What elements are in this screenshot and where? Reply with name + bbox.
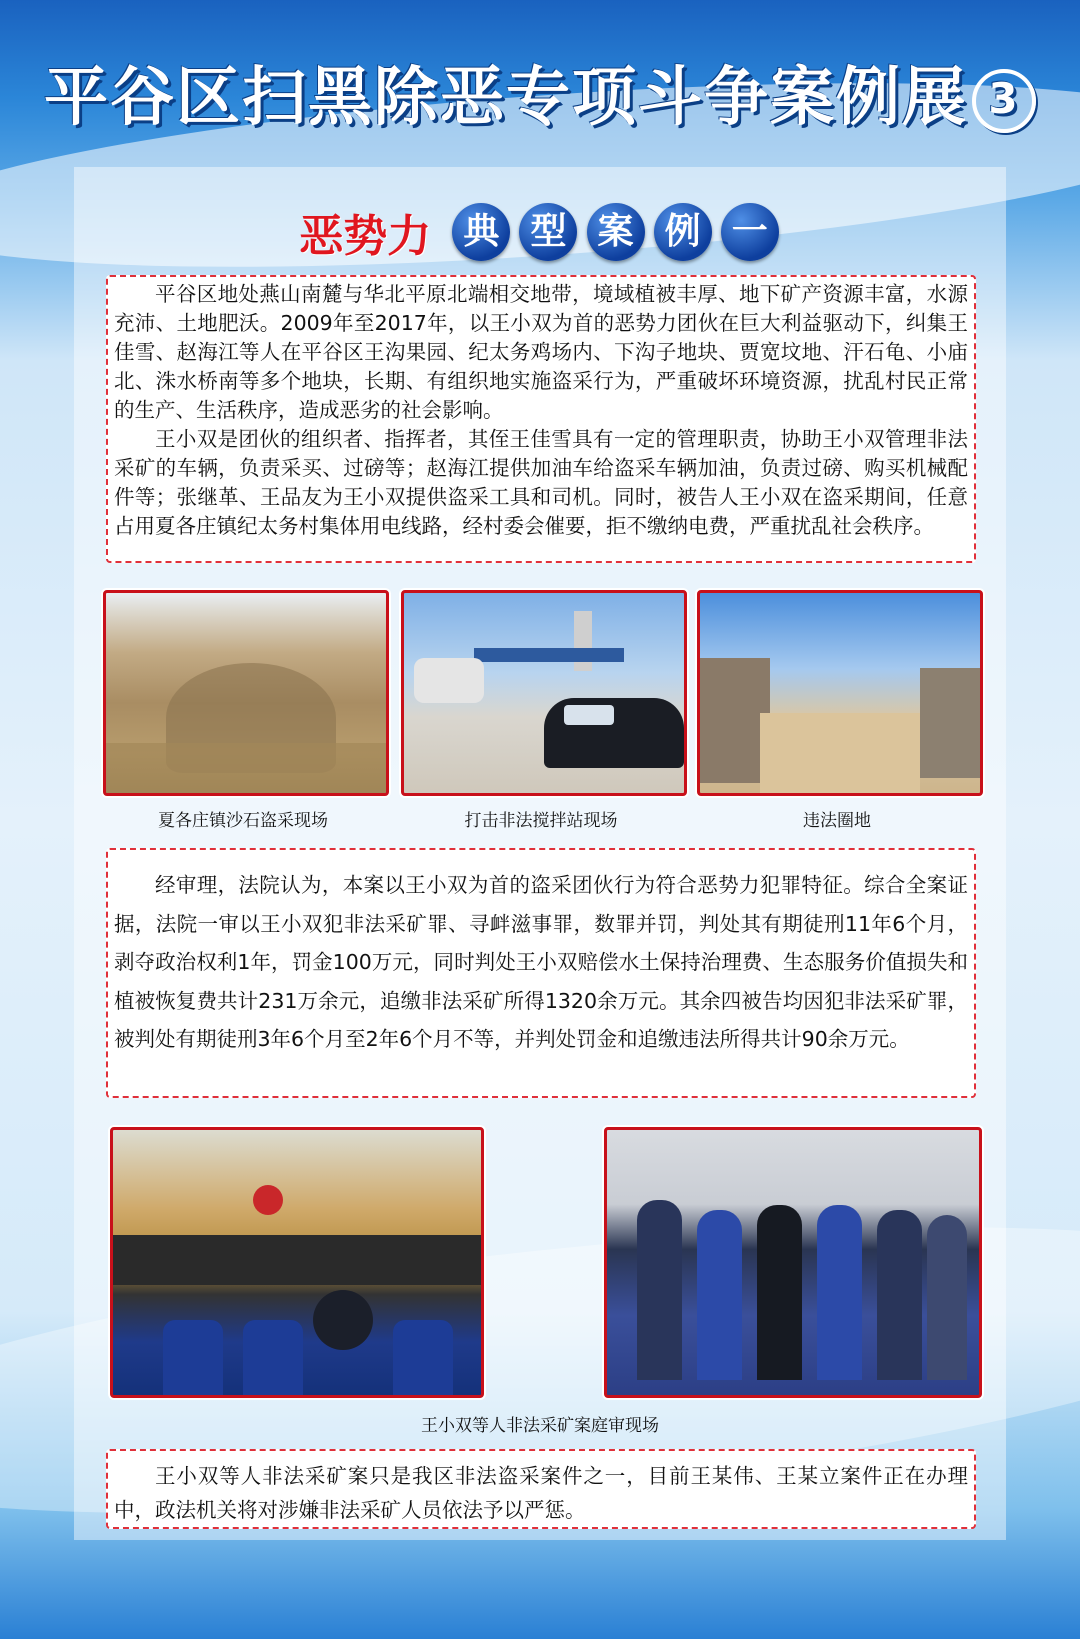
paragraph: 经审理，法院认为，本案以王小双为首的盗采团伙行为符合恶势力犯罪特征。综合全案证据，法院一审以王小双犯非法采矿罪、寻衅滋事罪，数罪并罚，判处其有期徒刑11年6个月，剥夺政治权利1年，罚金100万元，同时判处王小双赔偿水土保持治理费、生态服务价值损失和植被恢复费共计231万余元，追缴非法采矿所得1320余万元。其余四被告均因犯非法采矿罪，被判处有期徒刑3年6个月至2年6个月不等，并判处罚金和追缴违法所得共计90余万元。 [114,873,968,1051]
page-title [0,46,1080,138]
case-description-box [106,275,976,563]
courtroom-photo [110,1127,484,1398]
court-ruling-box [106,848,976,1098]
section-heading [0,200,1080,264]
trial-defendants-photo [604,1127,982,1398]
heading-ball: 例 [654,203,712,261]
paragraph: 王小双等人非法采矿案只是我区非法盗采案件之一，目前王某伟、王某立案件正在办理中，政法机关将对涉嫌非法采矿人员依法予以严惩。 [114,1464,968,1522]
photo-caption: 打击非法搅拌站现场 [464,811,618,831]
photo-caption: 违法圈地 [803,811,871,831]
page-title-text: 平谷区扫黑除恶专项斗争案例展 [44,61,968,135]
photo-caption: 夏各庄镇沙石盗采现场 [158,811,328,831]
quarry-photo [103,590,389,796]
heading-ball: 一 [721,203,779,261]
heading-ball: 型 [519,203,577,261]
paragraph: 平谷区地处燕山南麓与华北平原北端相交地带，境域植被丰厚、地下矿产资源丰富，水源充沛、土地肥沃。2009年至2017年，以王小双为首的恶势力团伙在巨大利益驱动下，纠集王佳雪、赵海江等人在平谷区王沟果园、纪太务鸡场内、下沟子地块、贾宽坟地、汗石龟、小庙北、洙水桥南等多个地块，长期、有组织地实施盗采行为，严重破坏环境资源，扰乱村民正常的生产、生活秩序，造成恶劣的社会影响。 [114,282,968,422]
heading-ball: 典 [452,203,510,261]
heading-ball: 案 [587,203,645,261]
illegal-enclosure-photo [697,590,983,796]
heading-red-text: 恶势力 [299,211,432,262]
conclusion-box [106,1449,976,1529]
paragraph: 王小双是团伙的组织者、指挥者，其侄王佳雪具有一定的管理职责，协助王小双管理非法采矿的车辆，负责采买、过磅等；赵海江提供加油车给盗采车辆加油，负责过磅、购买机械配件等；张继革、王品友为王小双提供盗采工具和司机。同时，被告人王小双在盗采期间，任意占用夏各庄镇纪太务村集体用电线路，经村委会催要，拒不缴纳电费，严重扰乱社会秩序。 [114,427,968,538]
mixer-site-photo [401,590,687,796]
title-number-badge: 3 [972,69,1036,133]
photo-caption: 王小双等人非法采矿案庭审现场 [421,1416,659,1436]
